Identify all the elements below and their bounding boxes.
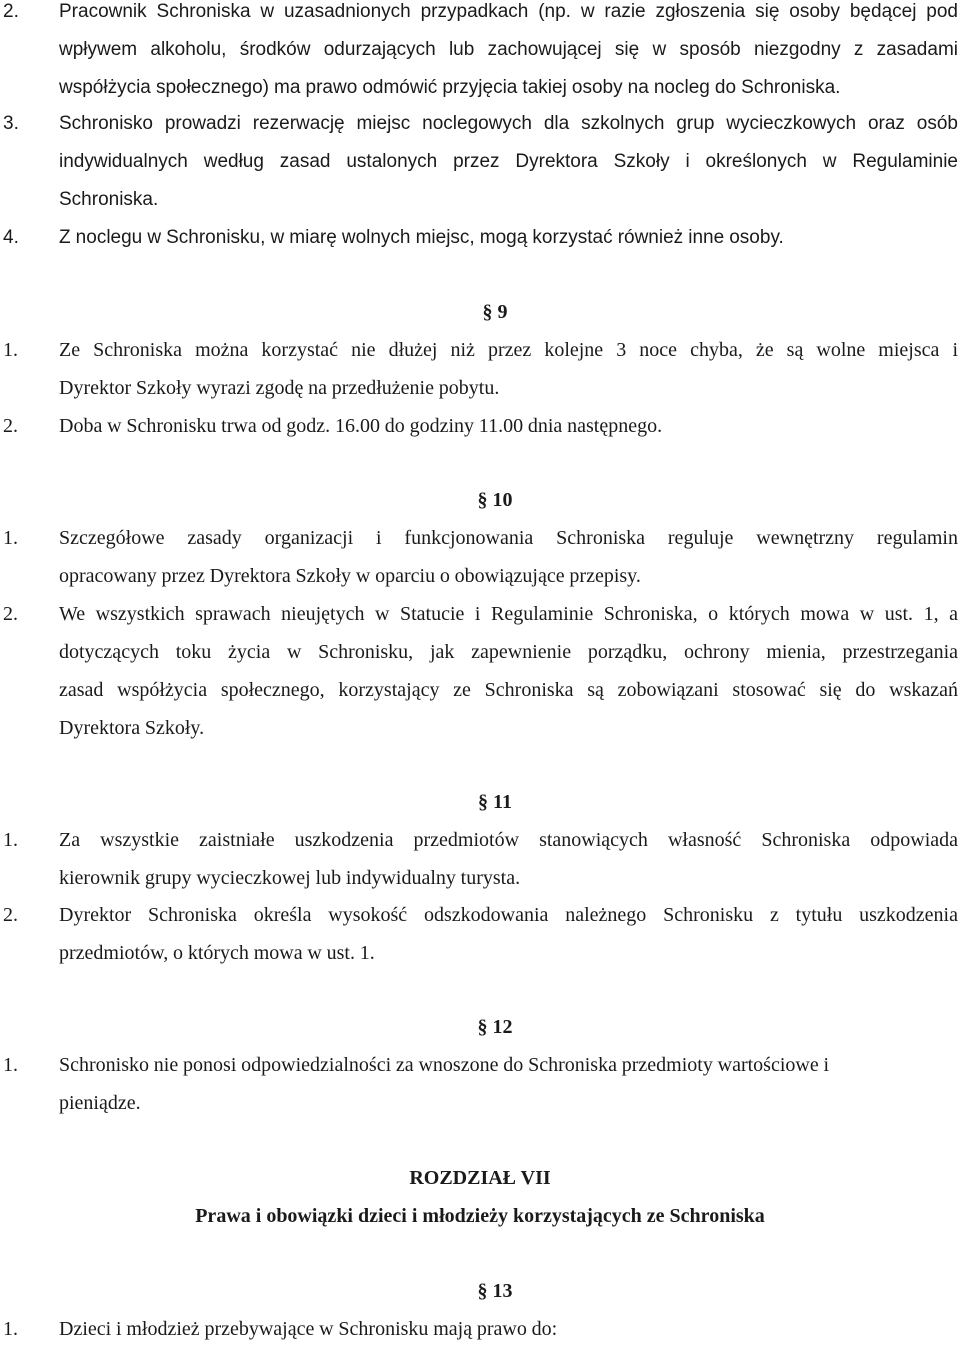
- section-heading: § 10: [477, 489, 513, 511]
- list-item: [0, 519, 958, 595]
- item-text-line: Schroniska.: [59, 189, 159, 210]
- item-text-line: We wszystkich sprawach nieujętych w Statucie i Regulaminie Schroniska, o których mowa w ust. 1, a: [59, 603, 958, 625]
- item-number: 3.: [3, 113, 19, 134]
- list-item: [0, 1046, 958, 1122]
- section-heading: § 12: [477, 1016, 513, 1038]
- list-item: [0, 896, 958, 972]
- section-heading: § 11: [478, 791, 512, 813]
- item-number: 2.: [3, 415, 18, 437]
- item-number: 1.: [3, 527, 18, 549]
- item-text-line: Dyrektora Szkoły.: [59, 717, 205, 739]
- chapter-subtitle: Prawa i obowiązki dzieci i młodzieży korzystających ze Schroniska: [195, 1205, 765, 1227]
- item-text-line: Pracownik Schroniska w uzasadnionych przypadkach (np. w razie zgłoszenia się osoby będącej pod: [59, 1, 958, 22]
- list-item: [0, 407, 958, 445]
- chapter-title: ROZDZIAŁ VII: [409, 1167, 551, 1189]
- item-text-line: indywidualnych według zasad ustalonych przez Dyrektora Szkoły i określonych w Regulaminie: [59, 151, 958, 172]
- list-item: [0, 595, 958, 747]
- item-text-line: opracowany przez Dyrektora Szkoły w oparciu o obowiązujące przepisy.: [59, 565, 641, 587]
- item-number: 1.: [3, 339, 18, 361]
- item-text-line: Ze Schroniska można korzystać nie dłużej niż przez kolejne 3 noce chyba, że są wolne miejsca i: [59, 339, 958, 361]
- item-text-line: Schronisko nie ponosi odpowiedzialności za wnoszone do Schroniska przedmioty wartościowe i: [59, 1054, 830, 1076]
- list-item: [0, 105, 958, 219]
- item-text-line: Szczegółowe zasady organizacji i funkcjonowania Schroniska reguluje wewnętrzny regulamin: [59, 527, 958, 549]
- item-text-line: zasad współżycia społecznego, korzystający ze Schroniska są zobowiązani stosować się do wskazań: [59, 679, 958, 701]
- list-item: [0, 219, 958, 257]
- item-text-line: pieniądze.: [59, 1092, 141, 1114]
- item-text-line: współżycia społecznego) ma prawo odmówić przyjęcia takiej osoby na nocleg do Schroniska.: [59, 77, 841, 98]
- item-text-line: Dyrektor Schroniska określa wysokość odszkodowania należnego Schronisku z tytułu uszkodzenia: [59, 904, 958, 926]
- list-item: [0, 0, 958, 107]
- item-text-line: Doba w Schronisku trwa od godz. 16.00 do godziny 11.00 dnia następnego.: [59, 415, 663, 437]
- item-number: 2.: [3, 1, 19, 22]
- item-number: 4.: [3, 227, 19, 248]
- item-text-line: kierownik grupy wycieczkowej lub indywidualny turysta.: [59, 867, 521, 889]
- list-item: [0, 821, 958, 897]
- item-text-line: Dzieci i młodzież przebywające w Schronisku mają prawo do:: [59, 1318, 558, 1340]
- list-item: [0, 331, 958, 407]
- item-text-line: Dyrektor Szkoły wyrazi zgodę na przedłużenie pobytu.: [59, 377, 500, 399]
- item-text-line: dotyczących toku życia w Schronisku, jak zapewnienie porządku, ochrony mienia, przestrzegania: [59, 641, 958, 663]
- item-text-line: Z noclegu w Schronisku, w miarę wolnych miejsc, mogą korzystać również inne osoby.: [59, 227, 784, 248]
- item-text-line: Schronisko prowadzi rezerwację miejsc noclegowych dla szkolnych grup wycieczkowych oraz osób: [59, 113, 958, 134]
- section-heading: § 13: [477, 1280, 513, 1302]
- item-number: 2.: [3, 603, 18, 625]
- item-number: 1.: [3, 1318, 18, 1340]
- item-number: 1.: [3, 829, 18, 851]
- item-number: 1.: [3, 1054, 18, 1076]
- section-heading: § 9: [482, 301, 508, 323]
- item-text-line: wpływem alkoholu, środków odurzających lub zachowującej się w sposób niezgodny z zasadami: [59, 39, 958, 60]
- item-number: 2.: [3, 904, 18, 926]
- item-text-line: przedmiotów, o których mowa w ust. 1.: [59, 942, 375, 964]
- list-item: [0, 1310, 958, 1348]
- item-text-line: Za wszystkie zaistniałe uszkodzenia przedmiotów stanowiących własność Schroniska odpowiada: [59, 829, 958, 851]
